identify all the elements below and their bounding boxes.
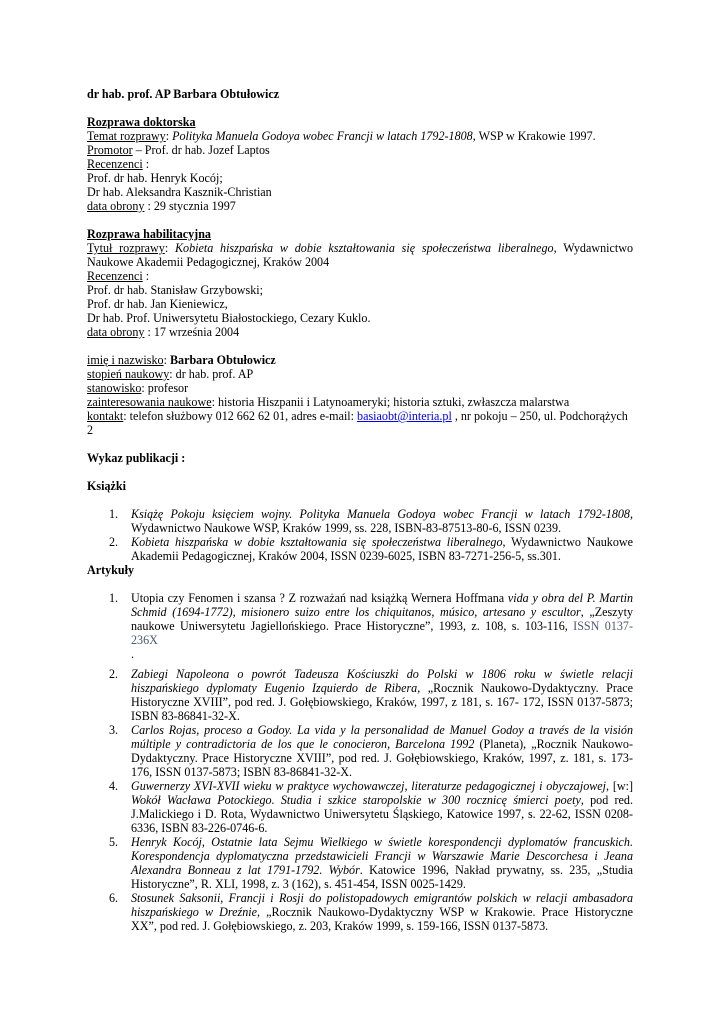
list-item: 6. Stosunek Saksonii, Francji i Rosji do polistopadowych emigrantów polskich w relacji ambasadora hiszpańskiego w Dreźnie, „Rocznik Naukowo-Dydaktyczny WSP w Krakowie. Prace Historyczne XX”, pod red. J. Gołębiowskiego, z. 203, Kraków 1999, s. 159-166, ISSN 0137-5873.: [109, 891, 633, 933]
title-value: Kobieta hiszpańska w dobie kształtowania się społeczeństwa liberalnego: [174, 241, 554, 255]
profile-name: imię i nazwisko: Barbara Obtułowicz: [87, 353, 276, 367]
doctoral-heading: Rozprawa doktorska: [87, 115, 196, 129]
habilitation-defense: data obrony : 17 września 2004: [87, 325, 240, 339]
list-item: 5. Henryk Kocój, Ostatnie lata Sejmu Wielkiego w świetle korespondencji dyplomatów francuskich. Korespondencja dyplomatyczna przedstawicieli Francji w Warszawie Marie Descorchesa i Jeana Alexandra Bonneau z lat 1791-1792. Wybór. Katowice 1996, Nakład prywatny, ss. 235, „Studia Historyczne”, R. XLI, 1998, z. 3 (162), s. 451-454, ISSN 0025-1429.: [109, 835, 633, 891]
list-item: 2. Kobieta hiszpańska w dobie kształtowania się społeczeństwa liberalnego, Wydawnictwo Naukowe Akademii Pedagogicznej, Kraków 2004, ISSN 0239-6025, ISBN 83-7271-256-5, ss.301.: [109, 535, 633, 563]
list-item: 1. Utopia czy Fenomen i szansa ? Z rozważań nad książką Wernera Hoffmana vida y obra del P. Martin Schmid (1694-1772), misionero suizo entre los chiquitanos, músico, artesano y escultor, „Zeszyty naukowe Uniwersytetu Jagiellońskiego. Prace Historyczne”, 1993, z. 108, s. 103-116, ISSN 0137-236X .: [109, 591, 634, 661]
topic-rest: , WSP w Krakowie 1997.: [472, 129, 596, 143]
doctoral-section: [87, 115, 633, 213]
habilitation-reviewers-label: Recenzenci :: [87, 269, 150, 283]
profile-section: [87, 353, 633, 437]
promotor-value: – Prof. dr hab. Jozef Laptos: [132, 143, 270, 157]
list-item: 4. Guwernerzy XVI-XVII wieku w praktyce wychowawczej, literaturze pedagogicznej i obyczajowej, [w:] Wokół Wacława Potockiego. Studia i szkice staropolskie w 300 rocznicę śmierci poety, pod red. J.Malickiego i D. Rota, Wydawnictwo Uniwersytetu Śląskiego, Katowice 1997, s. 22-62, ISSN 0208-6336, ISBN 83-226-0746-6.: [109, 779, 634, 835]
profile-contact: kontakt: telefon służbowy 012 662 62 01, adres e-mail: basiaobt@interia.pl , nr pokoju – 250, ul. Podchorążych 2: [87, 409, 628, 437]
doctoral-reviewer: Prof. dr hab. Henryk Kocój;: [87, 171, 223, 185]
habilitation-section: [87, 227, 633, 339]
promotor-label: Promotor: [87, 143, 133, 157]
habilitation-heading: Rozprawa habilitacyjna: [87, 227, 211, 241]
habilitation-reviewer: Prof. dr hab. Jan Kieniewicz,: [87, 297, 228, 311]
defense-label: data obrony: [87, 199, 145, 213]
issn-link[interactable]: ISSN 0137-236X: [131, 619, 634, 647]
topic-title: Polityka Manuela Godoya wobec Francji w latach 1792-1808: [172, 129, 473, 143]
cv-document: [87, 87, 633, 933]
document-title: dr hab. prof. AP Barbara Obtułowicz: [87, 87, 280, 101]
doctoral-defense: [87, 199, 633, 213]
doctoral-reviewers-label: Recenzenci :: [87, 157, 150, 171]
list-item: 3. Carlos Rojas, proceso a Godoy. La vida y la personalidad de Manuel Godoy a través de la visión múltiple y contradictoria de los que le conocieron, Barcelona 1992 (Planeta), „Rocznik Naukowo-Dydaktyczny. Prace Historyczne XVIII”, pod red. J. Gołębiowskiego, Kraków, 1997, z. 181, s. 173-176, ISSN 0137-5873; ISBN 83-86841-32-X.: [109, 723, 633, 779]
email-link[interactable]: basiaobt@interia.pl: [357, 409, 452, 423]
doctoral-promotor: [87, 143, 633, 157]
topic-label: Temat rozprawy: [87, 129, 166, 143]
doctoral-reviewer: Dr hab. Aleksandra Kasznik-Christian: [87, 185, 272, 199]
books-list: [87, 507, 633, 563]
publications-heading: Wykaz publikacji :: [87, 451, 186, 465]
profile-interests: zainteresowania naukowe: historia Hiszpanii i Latynoameryki; historia sztuki, zwłaszcza malarstwa: [87, 395, 570, 409]
articles-heading: Artykuły: [87, 563, 135, 577]
list-item: 1. Książę Pokoju księciem wojny. Polityka Manuela Godoya wobec Francji w latach 1792-1808, Wydawnictwo Naukowe WSP, Kraków 1999, ss. 228, ISBN-83-87513-80-6, ISSN 0239.: [109, 507, 633, 535]
list-item: 2. Zabiegi Napoleona o powrót Tadeusza Kościuszki do Polski w 1806 roku w świetle relacji hiszpańskiego dyplomaty Eugenio Izquierdo de Ribera, „Rocznik Naukowo-Dydaktyczny. Prace Historyczne XVIII”, pod red. J. Gołębiowskiego, Kraków, 1997, z 181, s. 167- 172, ISSN 0137-5873; ISBN 83-86841-32-X.: [109, 667, 634, 723]
books-heading: Książki: [87, 479, 126, 493]
title-label: Tytuł rozprawy: [87, 241, 165, 255]
habilitation-reviewer: Prof. dr hab. Stanisław Grzybowski;: [87, 283, 264, 297]
doctoral-topic: Temat rozprawy: Polityka Manuela Godoya wobec Francji w latach 1792-1808, WSP w Krakowie 1997.: [87, 129, 596, 143]
profile-degree: stopień naukowy: dr hab. prof. AP: [87, 367, 254, 381]
articles-list: [87, 591, 633, 933]
profile-position: stanowisko: profesor: [87, 381, 189, 395]
habilitation-title: Tytuł rozprawy: Kobieta hiszpańska w dobie kształtowania się społeczeństwa liberalnego, Wydawnictwo Naukowe Akademii Pedagogicznej, Kraków 2004: [87, 241, 633, 269]
habilitation-reviewer: Dr hab. Prof. Uniwersytetu Białostockiego, Cezary Kuklo.: [87, 311, 371, 325]
defense-value: : 29 stycznia 1997: [144, 199, 236, 213]
